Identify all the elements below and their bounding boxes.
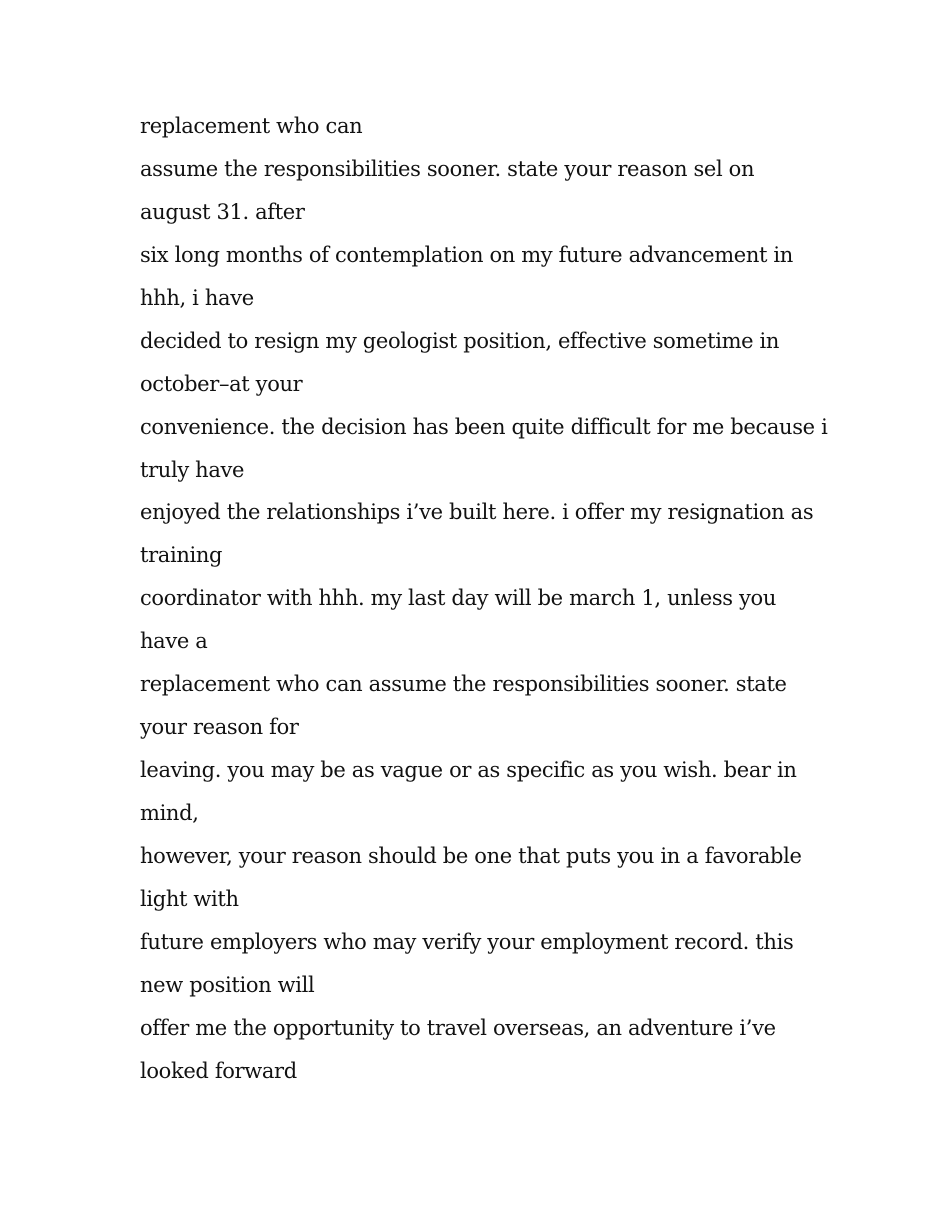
text-line: future employers who may verify your employment record. this bbox=[140, 929, 794, 954]
text-line: however, your reason should be one that puts you in a favorable bbox=[140, 843, 802, 868]
text-line: august 31. after bbox=[140, 199, 305, 224]
text-line: offer me the opportunity to travel overseas, an adventure i’ve bbox=[140, 1015, 776, 1040]
document-body bbox=[140, 105, 828, 1093]
text-line: have a bbox=[140, 629, 208, 654]
text-line: your reason for bbox=[140, 715, 299, 740]
text-line: convenience. the decision has been quite difficult for me because i bbox=[140, 414, 828, 439]
text-line: hhh, i have bbox=[140, 285, 254, 310]
text-line: coordinator with hhh. my last day will be march 1, unless you bbox=[140, 586, 777, 611]
text-line: truly have bbox=[140, 457, 245, 482]
text-line: six long months of contemplation on my future advancement in bbox=[140, 242, 793, 267]
text-line: mind, bbox=[140, 801, 199, 825]
text-line: october–at your bbox=[140, 371, 303, 396]
text-line: looked forward bbox=[140, 1058, 297, 1083]
text-line: replacement who can assume the responsibilities sooner. state bbox=[140, 672, 787, 697]
text-line: training bbox=[140, 543, 223, 568]
text-line: decided to resign my geologist position, effective sometime in bbox=[140, 328, 780, 353]
text-line: replacement who can bbox=[140, 114, 363, 138]
text-line: enjoyed the relationships i’ve built here. i offer my resignation as bbox=[140, 500, 814, 525]
text-line: light with bbox=[140, 886, 239, 911]
text-line: new position will bbox=[140, 972, 315, 997]
text-line: leaving. you may be as vague or as specific as you wish. bear in bbox=[140, 758, 797, 783]
text-line: assume the responsibilities sooner. state your reason sel on bbox=[140, 156, 755, 181]
